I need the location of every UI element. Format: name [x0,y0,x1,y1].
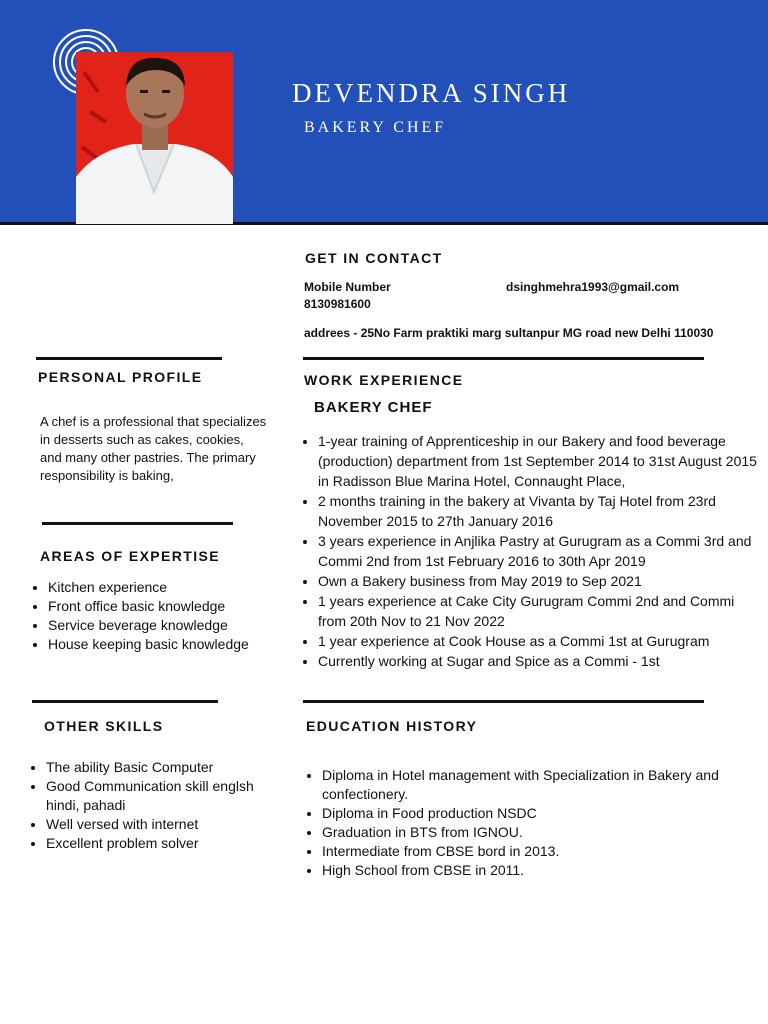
mobile-number: 8130981600 [304,297,371,311]
work-item: • Currently working at Sugar and Spice as a Commi - 1st [318,651,766,671]
work-item: • Own a Bakery business from May 2019 to Sep 2021 [318,571,766,591]
skills-divider [32,700,218,703]
education-item: • Graduation in BTS from IGNOU. [322,823,768,842]
expertise-heading: AREAS OF EXPERTISE [40,548,221,564]
contact-heading: GET IN CONTACT [305,250,443,266]
work-item: • 1 year experience at Cook House as a Commi 1st at Gurugram [318,631,766,651]
expertise-item: • Kitchen experience [48,578,296,597]
education-list [304,766,768,880]
profile-text: A chef is a professional that specializes in desserts such as cakes, cookies, and many other pastries. The primary responsibility is baking, [40,414,267,483]
skills-item: • The ability Basic Computer [46,758,256,777]
skills-heading: OTHER SKILLS [44,718,164,734]
profile-photo [76,52,233,224]
work-item: • 2 months training in the bakery at Vivanta by Taj Hotel from 23rd November 2015 to 27th January 2016 [318,491,766,531]
work-item: • 3 years experience in Anjlika Pastry at Gurugram as a Commi 3rd and Commi 2nd from 1st February 2016 to 30th Apr 2019 [318,531,766,571]
work-list [300,431,766,671]
postal-address: addrees - 25No Farm praktiki marg sultanpur MG road new Delhi 110030 [304,326,714,340]
profile-heading: PERSONAL PROFILE [38,369,203,385]
skills-list [28,758,256,853]
chef-portrait-icon [76,52,233,224]
profile-divider [36,357,222,360]
education-heading: EDUCATION HISTORY [306,718,478,734]
expertise-item: • House keeping basic knowledge [48,635,296,654]
skills-item: • Good Communication skill englsh hindi, pahadi [46,777,256,815]
skills-item: • Well versed with internet [46,815,256,834]
email-address[interactable]: dsinghmehra1993@gmail.com [506,280,680,294]
work-heading: WORK EXPERIENCE [304,372,464,388]
expertise-list [30,578,296,654]
education-divider [303,700,704,703]
expertise-item: • Front office basic knowledge [48,597,296,616]
candidate-role: BAKERY CHEF [304,119,447,136]
education-item: • Diploma in Food production NSDC [322,804,768,823]
skills-item: • Excellent problem solver [46,834,256,853]
education-item: • Intermediate from CBSE bord in 2013. [322,842,768,861]
work-divider [303,357,704,360]
education-item: • High School from CBSE in 2011. [322,861,768,880]
education-item: • Diploma in Hotel management with Specialization in Bakery and confectionery. [322,766,768,804]
work-item: • 1-year training of Apprenticeship in our Bakery and food beverage (production) department from 1st September 2014 to 31st August 2015 in Radisson Blue Marina Hotel, Connaught Place, [318,431,766,491]
expertise-item: • Service beverage knowledge [48,616,296,635]
expertise-divider [42,522,233,525]
mobile-label: Mobile Number [304,280,391,294]
work-title: BAKERY CHEF [314,399,433,416]
work-item: • 1 years experience at Cake City Gurugram Commi 2nd and Commi from 20th Nov to 21 Nov 2022 [318,591,766,631]
candidate-name: DEVENDRA SINGH [292,78,571,108]
